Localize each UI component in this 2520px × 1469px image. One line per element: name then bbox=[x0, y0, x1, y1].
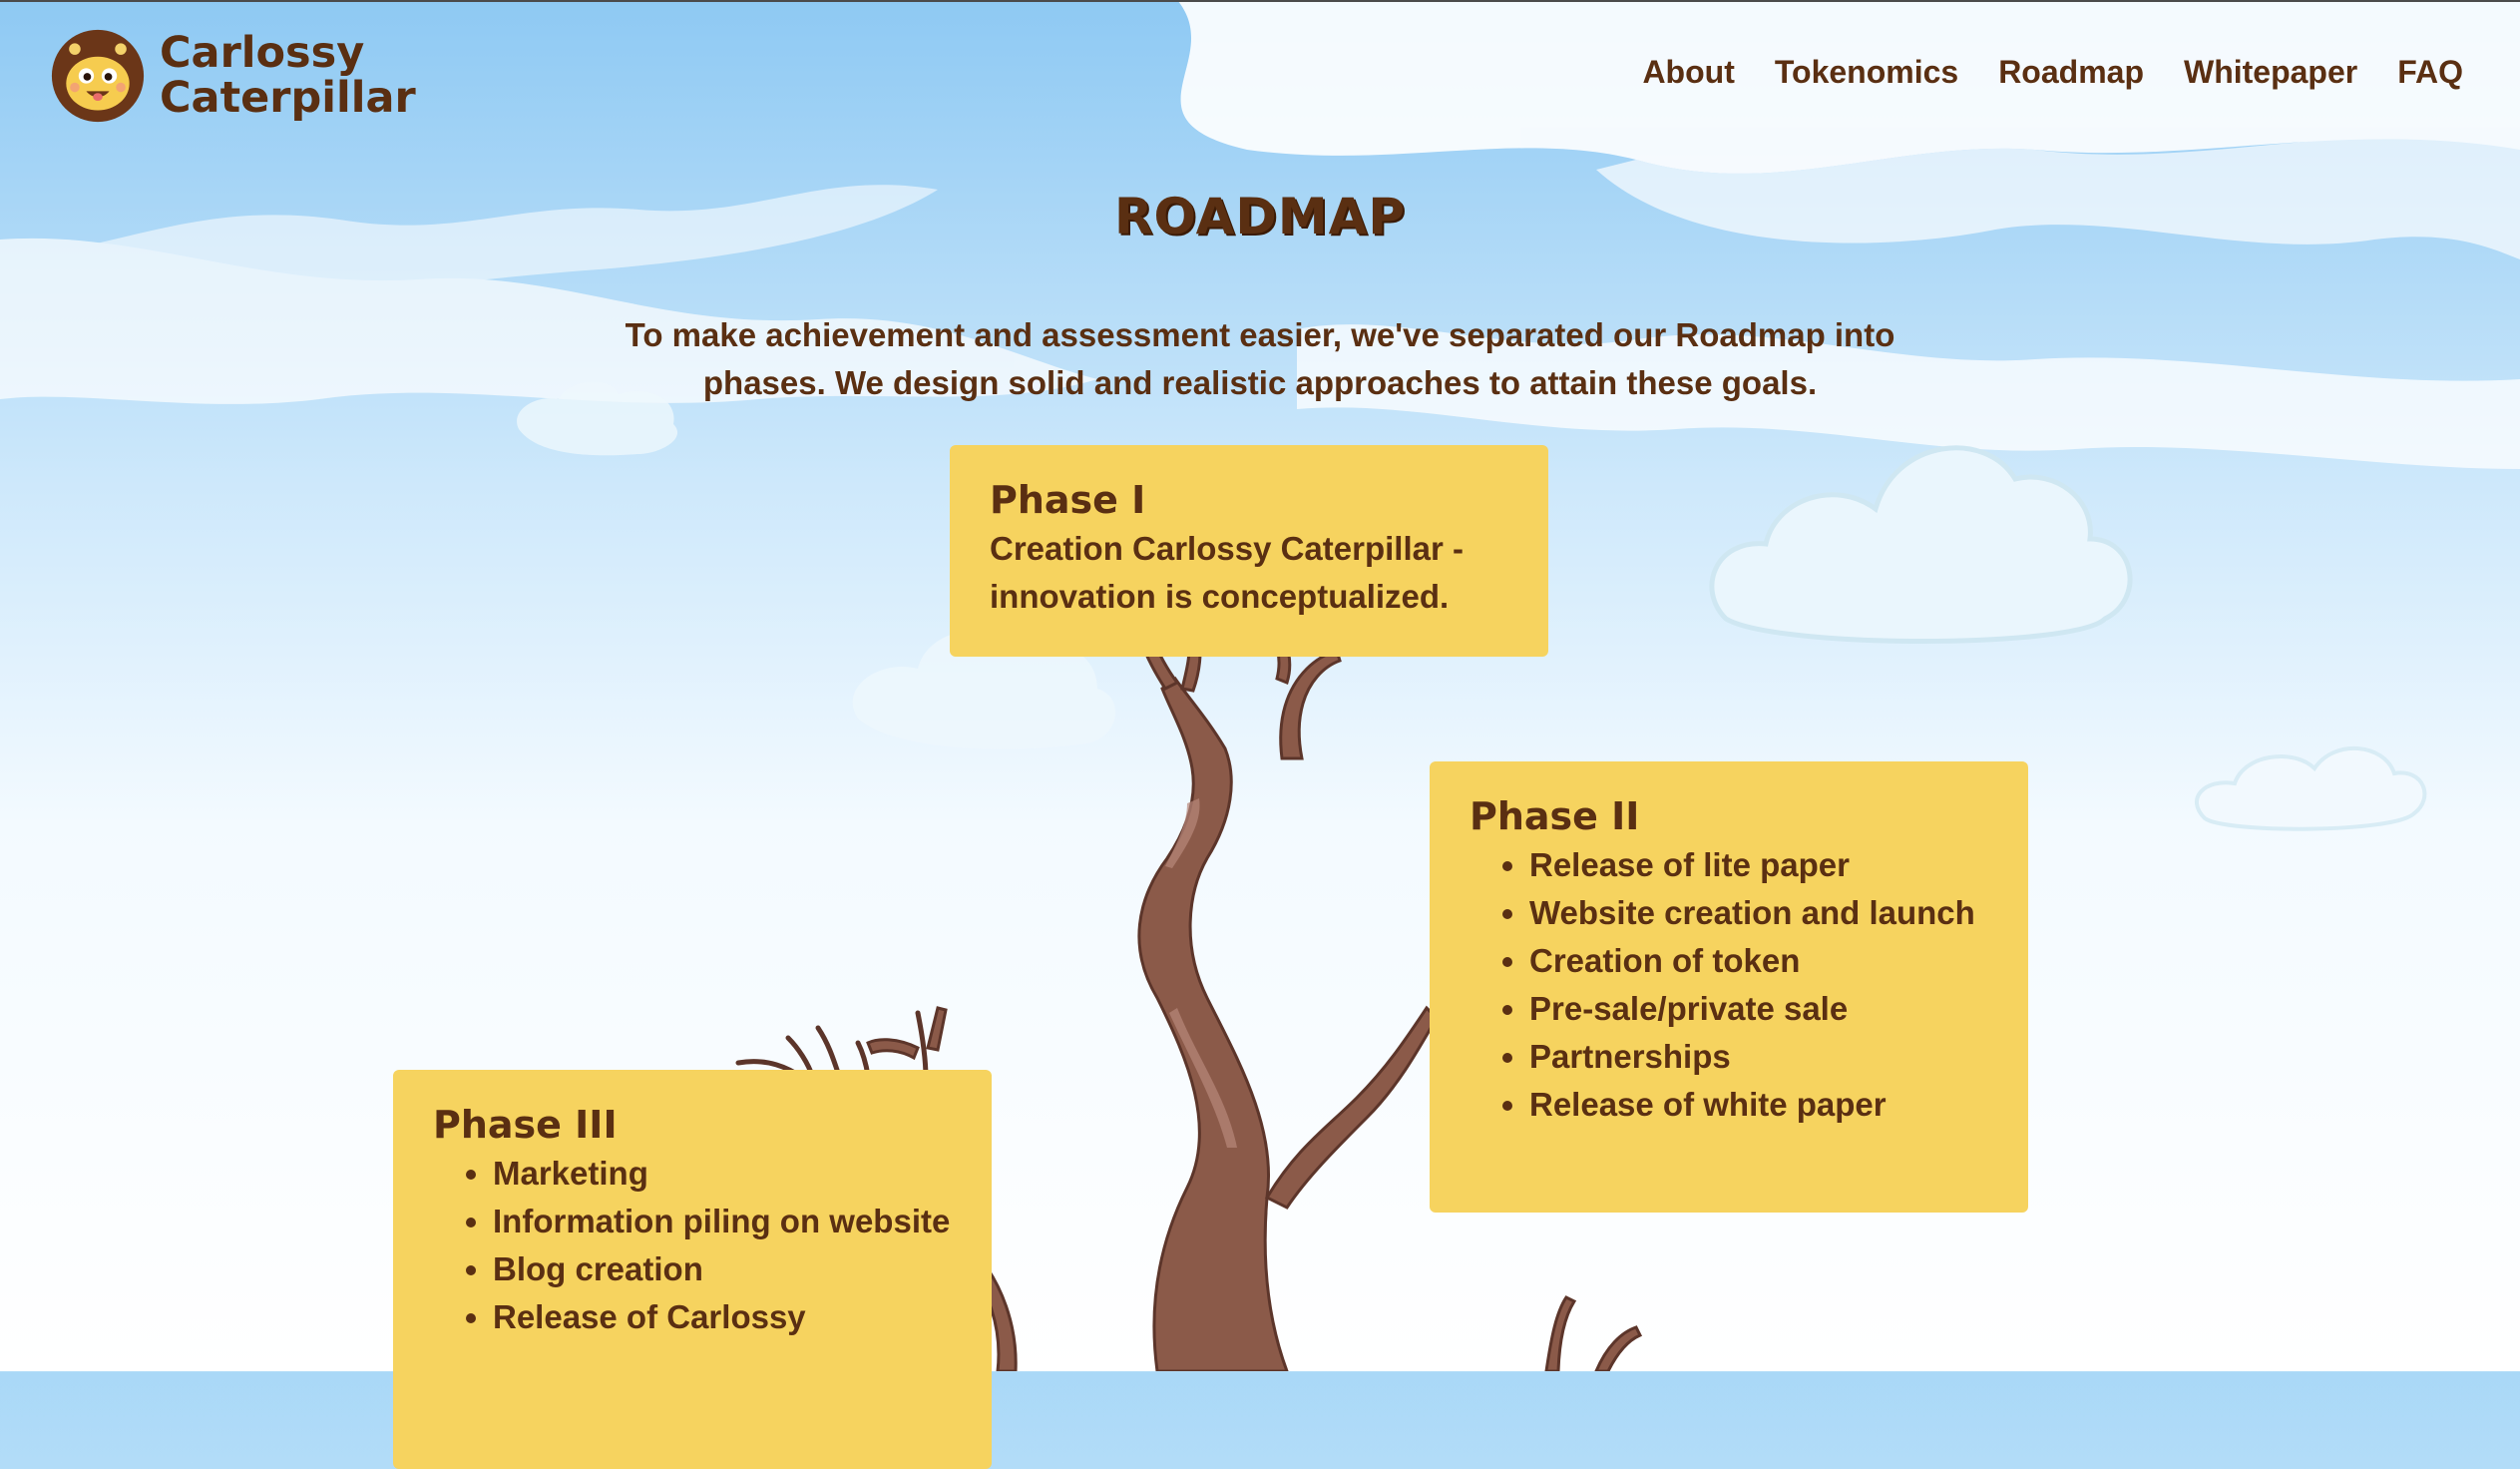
phase-3-list bbox=[433, 1150, 952, 1341]
list-item: • Release of lite paper bbox=[1529, 841, 1988, 889]
brand-logo[interactable] bbox=[50, 28, 416, 124]
phase-card-2 bbox=[1430, 761, 2028, 1213]
roadmap-intro: To make achievement and assessment easier, we've separated our Roadmap into phases. We design solid and realistic approaches to attain these goals. bbox=[625, 316, 1895, 401]
nav-whitepaper[interactable]: Whitepaper bbox=[2183, 54, 2358, 90]
top-border bbox=[0, 0, 2520, 2]
list-item: • Information piling on website bbox=[493, 1198, 952, 1245]
phase-1-title: Phase I bbox=[990, 478, 1146, 522]
roadmap-title: ROADMAP bbox=[1114, 188, 1406, 245]
nav-faq[interactable]: FAQ bbox=[2397, 54, 2463, 90]
list-item: • Blog creation bbox=[493, 1245, 952, 1293]
phase-2-list bbox=[1470, 841, 1988, 1129]
list-item: • Website creation and launch bbox=[1529, 889, 1988, 937]
brand-name-line1: Carlossy bbox=[160, 28, 365, 78]
caterpillar-face-icon bbox=[50, 28, 146, 124]
list-item: • Pre-sale/private sale bbox=[1529, 985, 1988, 1033]
list-item: • Creation of token bbox=[1529, 937, 1988, 985]
phase-2-title: Phase II bbox=[1470, 794, 1640, 838]
brand-name-line2: Caterpillar bbox=[160, 73, 416, 123]
nav-roadmap[interactable]: Roadmap bbox=[1998, 54, 2144, 90]
list-item: • Release of white paper bbox=[1529, 1081, 1988, 1129]
nav-about[interactable]: About bbox=[1642, 54, 1735, 90]
phase-1-text: Creation Carlossy Caterpillar - innovation is conceptualized. bbox=[990, 530, 1464, 615]
phase-card-3 bbox=[393, 1070, 992, 1469]
nav-tokenomics[interactable]: Tokenomics bbox=[1774, 54, 1959, 90]
brand-name bbox=[160, 28, 416, 123]
phase-card-1 bbox=[950, 445, 1548, 657]
list-item: • Marketing bbox=[493, 1150, 952, 1198]
phase-3-title: Phase III bbox=[433, 1103, 618, 1147]
list-item: • Partnerships bbox=[1529, 1033, 1988, 1081]
main-nav bbox=[1642, 54, 2463, 91]
list-item: • Release of Carlossy bbox=[493, 1293, 952, 1341]
